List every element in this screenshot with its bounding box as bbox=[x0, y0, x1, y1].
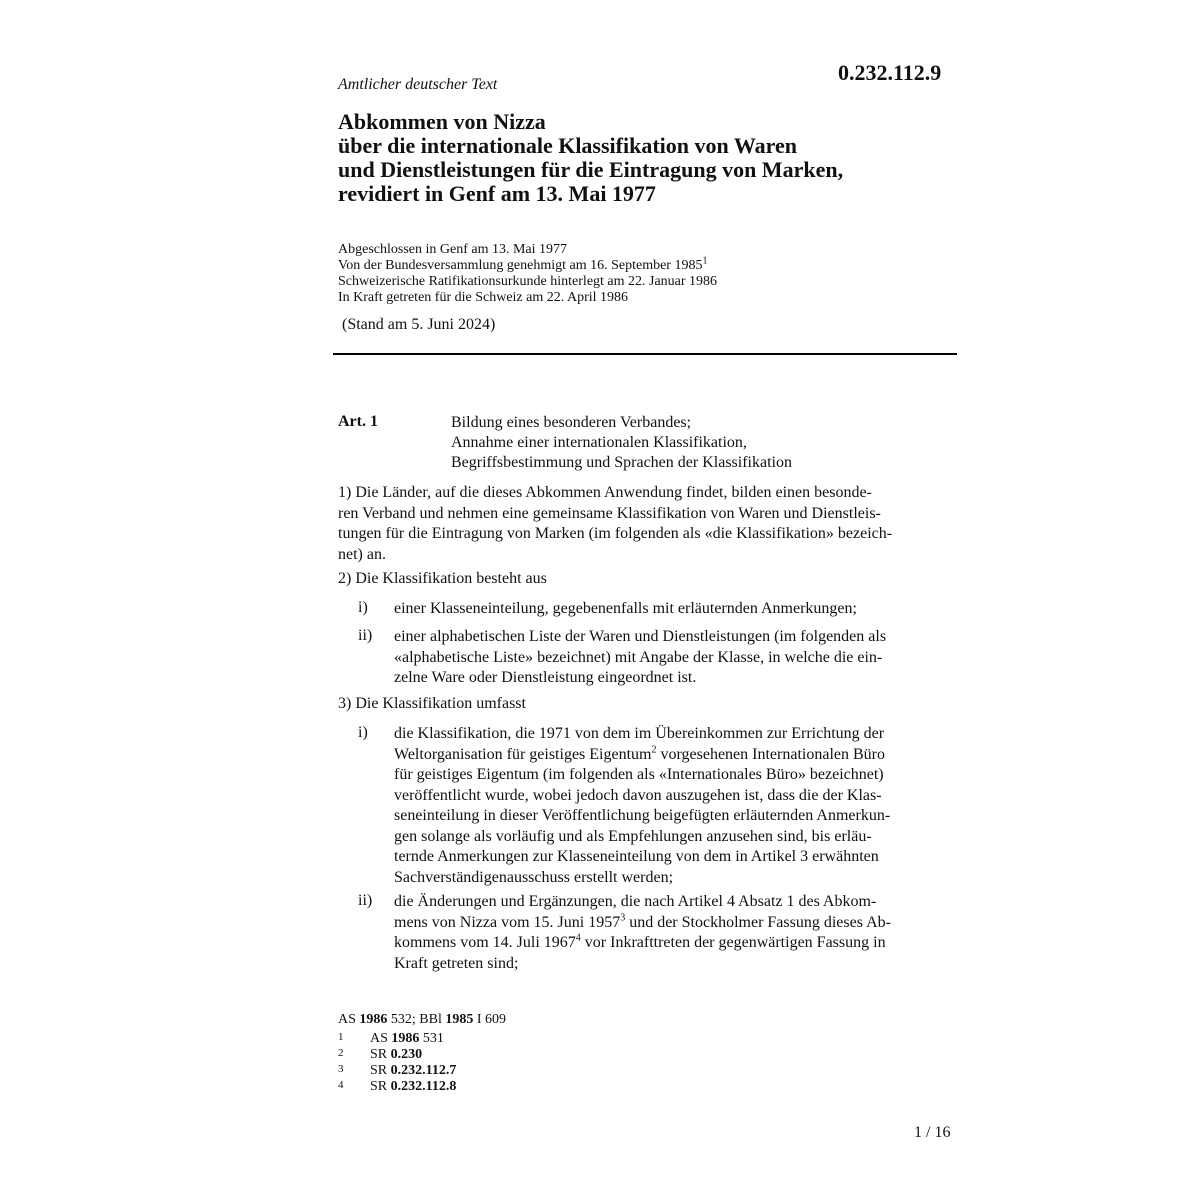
paragraph-1 bbox=[338, 483, 956, 565]
list-item-line bbox=[394, 913, 891, 934]
text-segment: SR bbox=[370, 1047, 391, 1062]
meta-approved bbox=[338, 255, 717, 274]
article-title bbox=[451, 413, 792, 473]
list-item-label: ii) bbox=[358, 892, 373, 909]
list-item-line: für geistiges Eigentum (im folgenden als «Internationales Büro» bezeichnet) bbox=[394, 766, 884, 783]
text-segment: Weltorganisation für geistiges Eigentum bbox=[394, 745, 652, 763]
text-segment: mens von Nizza vom 15. Juni 1957 bbox=[394, 913, 621, 931]
text-segment: 0.232.112.8 bbox=[390, 1079, 457, 1094]
text-segment: AS bbox=[338, 1012, 360, 1027]
text-segment: I 609 bbox=[473, 1012, 507, 1027]
paragraph-2-intro: 2) Die Klassifikation besteht aus bbox=[338, 570, 547, 587]
list-item-text bbox=[394, 599, 857, 620]
footnote-number: 2 bbox=[338, 1047, 344, 1059]
text-segment: SR bbox=[370, 1079, 391, 1094]
text-segment: vor Inkrafttreten der gegenwärtigen Fassung in bbox=[580, 934, 886, 951]
list-item-line: gen solange als vorläufig und als Empfehlungen anzusehen sind, bis erläu- bbox=[394, 827, 872, 845]
footnote-number: 3 bbox=[338, 1063, 344, 1075]
text-segment: AS bbox=[370, 1031, 392, 1046]
article-title-line: Annahme einer internationalen Klassifikation, bbox=[451, 434, 747, 451]
sr-number: 0.232.112.9 bbox=[838, 60, 942, 85]
footnote-ref[interactable]: 4 bbox=[575, 932, 581, 944]
title-line: Abkommen von Nizza bbox=[338, 109, 546, 134]
document-metadata bbox=[338, 242, 717, 306]
text-segment: 1986 bbox=[391, 1031, 420, 1046]
list-item-line: ternde Anmerkungen zur Klasseneinteilung von dem in Artikel 3 erwähnten bbox=[394, 848, 879, 865]
paragraph-line: net) an. bbox=[338, 545, 386, 563]
text-segment: vorgesehenen Internationalen Büro bbox=[656, 745, 885, 763]
list-item-line: Sachverständigenausschuss erstellt werden; bbox=[394, 868, 674, 886]
list-item-text bbox=[394, 724, 890, 888]
document-title bbox=[338, 110, 958, 206]
list-item-line: veröffentlicht wurde, wobei jedoch davon auszugehen ist, dass die der Klas- bbox=[394, 786, 882, 804]
paragraph-line: tungen für die Eintragung von Marken (im folgenden als «die Klassifikation» bezeich- bbox=[338, 525, 893, 542]
header-divider bbox=[333, 353, 957, 355]
status-date: (Stand am 5. Juni 2024) bbox=[342, 316, 496, 333]
list-item-line: «alphabetische Liste» bezeichnet) mit Angabe der Klasse, in welche die ein- bbox=[394, 648, 883, 666]
footnote-text bbox=[370, 1047, 422, 1063]
paragraph-line: ren Verband und nehmen eine gemeinsame Klassifikation von Waren und Dienstleis- bbox=[338, 504, 881, 522]
list-item-line: zelne Ware oder Dienstleistung eingeordnet ist. bbox=[394, 669, 697, 686]
text-segment: 1985 bbox=[445, 1012, 474, 1027]
list-item-line bbox=[394, 933, 891, 954]
title-line: über die internationale Klassifikation von Waren bbox=[338, 133, 798, 158]
list-item-line: seneinteilung in dieser Veröffentlichung beigefügten erläuternden Anmerkun- bbox=[394, 807, 891, 824]
list-item-line: einer alphabetischen Liste der Waren und Dienstleistungen (im folgenden als bbox=[394, 628, 887, 645]
list-item-line: die Änderungen und Ergänzungen, die nach Artikel 4 Absatz 1 des Abkom- bbox=[394, 893, 877, 910]
list-item-line bbox=[394, 745, 890, 766]
list-item-text bbox=[394, 627, 886, 689]
footnote-text bbox=[370, 1079, 456, 1095]
article-title-line: Bildung eines besonderen Verbandes; bbox=[451, 414, 692, 431]
footnote-source bbox=[338, 1012, 506, 1028]
meta-concluded: Abgeschlossen in Genf am 13. Mai 1977 bbox=[338, 242, 568, 257]
text-segment: 531 bbox=[419, 1031, 444, 1046]
text-segment: 532; BBl bbox=[387, 1012, 446, 1027]
title-line: revidiert in Genf am 13. Mai 1977 bbox=[338, 181, 656, 206]
meta-approved-text: Von der Bundesversammlung genehmigt am 16. September 1985 bbox=[338, 258, 703, 273]
list-item-line: Kraft getreten sind; bbox=[394, 954, 519, 972]
list-item-line: einer Klasseneinteilung, gegebenenfalls mit erläuternden Anmerkungen; bbox=[394, 600, 857, 617]
footnote-text bbox=[370, 1063, 456, 1079]
list-item-text bbox=[394, 892, 891, 974]
footnote-ref[interactable]: 1 bbox=[702, 255, 708, 267]
footnote-ref[interactable]: 2 bbox=[651, 744, 657, 756]
paragraph-3-intro: 3) Die Klassifikation umfasst bbox=[338, 695, 526, 712]
title-line: und Dienstleistungen für die Eintragung von Marken, bbox=[338, 157, 844, 182]
official-text-label: Amtlicher deutscher Text bbox=[338, 76, 498, 93]
text-segment: 1986 bbox=[359, 1012, 388, 1027]
list-item-label: i) bbox=[358, 724, 368, 741]
text-segment: 0.232.112.7 bbox=[390, 1063, 457, 1078]
meta-in-force: In Kraft getreten für die Schweiz am 22. April 1986 bbox=[338, 290, 629, 305]
paragraph-line: 1) Die Länder, auf die dieses Abkommen Anwendung findet, bilden einen besonde- bbox=[338, 484, 872, 501]
footnote-ref[interactable]: 3 bbox=[620, 912, 626, 924]
footnote-number: 4 bbox=[338, 1079, 344, 1091]
footnote-text bbox=[370, 1031, 444, 1047]
list-item-label: ii) bbox=[358, 627, 373, 644]
meta-ratified: Schweizerische Ratifikationsurkunde hinterlegt am 22. Januar 1986 bbox=[338, 274, 718, 289]
list-item-label: i) bbox=[358, 599, 368, 616]
text-segment: SR bbox=[370, 1063, 391, 1078]
article-number: Art. 1 bbox=[338, 413, 378, 430]
footnote-number: 1 bbox=[338, 1031, 344, 1043]
text-segment: 0.230 bbox=[390, 1047, 423, 1062]
article-title-line: Begriffsbestimmung und Sprachen der Klassifikation bbox=[451, 454, 792, 471]
text-segment: kommens vom 14. Juli 1967 bbox=[394, 934, 576, 951]
text-segment: und der Stockholmer Fassung dieses Ab- bbox=[625, 913, 891, 931]
list-item-line: die Klassifikation, die 1971 von dem im Übereinkommen zur Errichtung der bbox=[394, 725, 885, 742]
page-number: 1 / 16 bbox=[914, 1124, 951, 1141]
